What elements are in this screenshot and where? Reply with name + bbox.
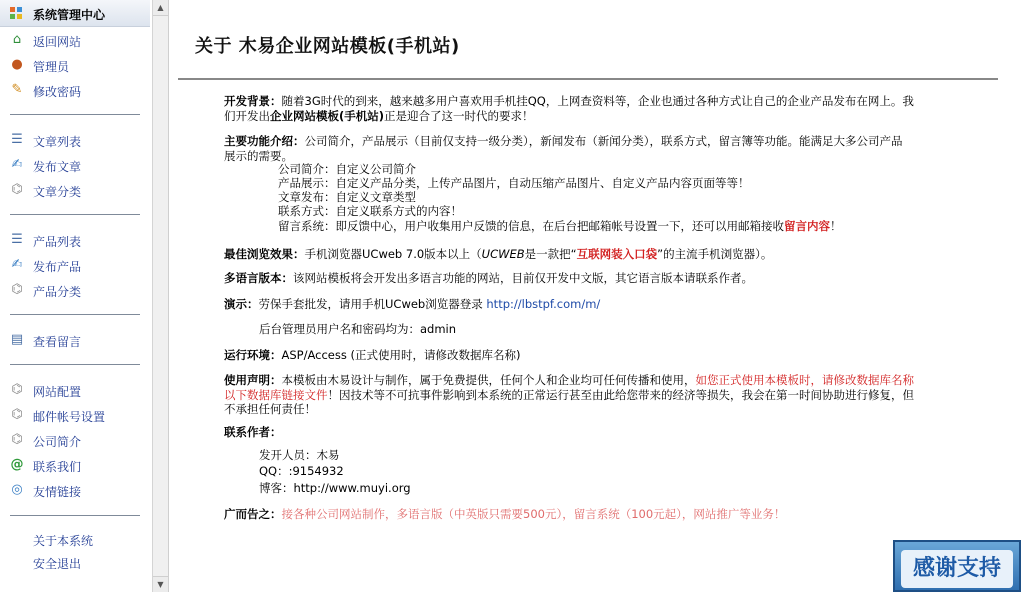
bg-line2-pre: 们开发出	[224, 108, 270, 123]
section-label: 多语言版本：	[224, 271, 293, 285]
usage-pre: 本模板由木易设计与制作，属于免费提供，任何个人和企业均可任何传播和使用，	[281, 373, 696, 387]
sidebar-item-label[interactable]: 文章分类	[33, 185, 82, 199]
features-line1: 公司简介，产品展示（目前仅支持一级分类），新闻发布（新闻分类），联系方式，留言簿等功能。能满足大多公司产品	[304, 134, 903, 148]
sidebar-item-label[interactable]: 安全退出	[33, 557, 82, 571]
sidebar-item-password[interactable]	[0, 79, 150, 101]
browser-pre: 手机浏览器UCweb 7.0版本以上（	[304, 247, 482, 261]
sidebar-header	[0, 0, 150, 27]
thanks-label[interactable]: 感谢支持	[901, 550, 1013, 588]
usage-statement	[224, 373, 954, 417]
sidebar-item-post-article[interactable]	[0, 154, 150, 176]
sidebar-item-label[interactable]: 发布产品	[33, 260, 82, 274]
sidebar-item-label[interactable]: 发布文章	[33, 160, 82, 174]
sidebar-item-label[interactable]: 友情链接	[33, 485, 82, 499]
feature-item: 文章发布：自定义文章类型	[278, 190, 416, 204]
demo	[224, 297, 954, 312]
sidebar-item-article-list[interactable]	[0, 129, 150, 151]
feature-item-post: ！	[830, 219, 842, 233]
bg-line2-post: 正是迎合了这一时代的要求！	[384, 108, 534, 123]
section-label: 开发背景：	[224, 94, 282, 108]
company-icon: ⌬	[11, 432, 23, 447]
section-label: 运行环境：	[224, 348, 282, 362]
sidebar-item-label[interactable]: 产品分类	[33, 285, 82, 299]
sidebar-divider	[10, 114, 140, 115]
bg-line1: 随着3G时代的到来，越来越多用户喜欢用手机挂QQ，上网查资料等，企业也通过各种方式让自己的企业产品发布在网上。我	[281, 94, 914, 108]
at-icon: @	[10, 457, 24, 472]
sidebar-item-home[interactable]	[0, 29, 150, 51]
sidebar-divider	[10, 314, 140, 315]
sidebar-item-label[interactable]: 产品列表	[33, 235, 82, 249]
sidebar-item-company-profile[interactable]	[0, 429, 150, 451]
lang-text: 该网站模板将会开发出多语言功能的网站，目前仅开发中文版，其它语言版本请联系作者。	[293, 271, 753, 285]
section-label: 使用声明：	[224, 373, 282, 387]
sidebar-item-label[interactable]: 网站配置	[33, 385, 82, 399]
sidebar-item-product-category[interactable]	[0, 279, 150, 301]
sidebar-divider	[10, 214, 140, 215]
list-icon: ☰	[11, 132, 23, 147]
contact-author	[224, 425, 954, 440]
dev-background	[224, 94, 954, 123]
page-title: 关于 木易企业网站模板(手机站)	[195, 36, 460, 57]
demo-text: 劳保手套批发，请用手机UCweb浏览器登录	[258, 297, 487, 311]
ads-text: 接各种公司网站制作，多语言版（中英版只需要500元），留言系统（100元起），网站推广等业务！	[281, 507, 786, 521]
sidebar-item-label[interactable]: 文章列表	[33, 135, 82, 149]
key-icon: ✎	[11, 82, 23, 97]
usage-post2: ！因技术等不可抗事件影响到本系统的正常运行甚至由此给您带来的经济等损失，我会在第一时间协助进行修复，但	[327, 387, 914, 402]
best-browser	[224, 247, 954, 262]
author-qq: QQ：:9154932	[259, 464, 344, 478]
sidebar-item-mail-settings[interactable]	[0, 404, 150, 426]
multi-language	[224, 271, 954, 286]
sidebar-item-product-list[interactable]	[0, 229, 150, 251]
usage-line3: 不承担任何责任！	[224, 402, 316, 416]
author-blog: 博客：http://www.muyi.org	[259, 481, 411, 495]
user-icon: ●	[11, 57, 23, 72]
feature-item: 联系方式：自定义联系方式的内容！	[278, 204, 462, 218]
feature-item-red: 留言内容	[784, 219, 830, 233]
sidebar-title: 系统管理中心	[33, 8, 106, 22]
section-label: 演示：	[224, 297, 259, 311]
feature-item: 公司简介：自定义公司简介	[278, 162, 416, 176]
sidebar-item-admin[interactable]	[0, 54, 150, 76]
feature-item-pre: 留言系统：即反馈中心，用户收集用户反馈的信息，在后台把邮箱帐号设置一下，还可以用邮箱接收	[278, 219, 784, 233]
message-icon: ▤	[10, 332, 24, 347]
title-divider	[178, 78, 998, 80]
author-dev: 发开人员：木易	[259, 448, 340, 462]
grid-icon	[10, 7, 22, 19]
usage-red1: 如您正式使用本模板时，请修改数据库名称	[695, 373, 914, 387]
sidebar-divider	[10, 364, 140, 365]
scroll-down-icon[interactable]: ▼	[153, 576, 168, 592]
browser-post: ”的主流手机浏览器）。	[657, 247, 773, 261]
bg-line2-bold: 企业网站模板(手机站)	[270, 108, 385, 123]
scrollbar[interactable]	[152, 0, 169, 592]
category-icon: ⌬	[11, 182, 23, 197]
sidebar-item-label[interactable]: 返回网站	[33, 35, 82, 49]
section-label: 广而告之：	[224, 507, 282, 521]
feature-item	[278, 219, 842, 234]
demo-admin: 后台管理员用户名和密码均为：admin	[259, 322, 457, 336]
edit-icon: ✍	[11, 257, 23, 272]
sidebar-item-about[interactable]	[0, 528, 150, 550]
sidebar-item-label[interactable]: 公司简介	[33, 435, 82, 449]
sidebar-item-contact[interactable]	[0, 454, 150, 476]
usage-red2: 以下数据库链接文件	[224, 387, 328, 402]
sidebar-item-label[interactable]: 管理员	[33, 60, 70, 74]
sidebar-item-logout[interactable]	[0, 551, 150, 573]
sidebar-item-label[interactable]: 修改密码	[33, 85, 82, 99]
runtime-env	[224, 348, 954, 363]
sidebar	[0, 0, 150, 592]
scroll-up-icon[interactable]: ▲	[153, 0, 168, 16]
sidebar-item-site-config[interactable]	[0, 379, 150, 401]
sidebar-item-links[interactable]	[0, 479, 150, 501]
feature-item: 产品展示：自定义产品分类，上传产品图片，自动压缩产品图片、自定义产品内容页面等等！	[278, 176, 750, 190]
section-label: 主要功能介绍：	[224, 134, 305, 148]
category-icon: ⌬	[11, 282, 23, 297]
home-icon: ⌂	[12, 32, 22, 47]
sidebar-item-label[interactable]: 联系我们	[33, 460, 82, 474]
sidebar-item-post-product[interactable]	[0, 254, 150, 276]
advertisement	[224, 507, 954, 522]
sidebar-item-label[interactable]: 邮件帐号设置	[33, 410, 106, 424]
sidebar-divider	[10, 515, 140, 516]
browser-italic: UCWEB	[481, 247, 525, 261]
sidebar-item-article-category[interactable]	[0, 179, 150, 201]
mail-icon: ⌬	[11, 407, 23, 422]
browser-mid: 是一款把“	[524, 247, 577, 261]
edit-icon: ✍	[11, 157, 23, 172]
config-icon: ⌬	[11, 382, 23, 397]
sidebar-item-label[interactable]: 查看留言	[33, 335, 82, 349]
env-text: ASP/Access (正式使用时，请修改数据库名称)	[281, 348, 521, 362]
list-icon: ☰	[11, 232, 23, 247]
demo-link[interactable]: http://lbstpf.com/m/	[486, 297, 601, 311]
browser-red: 互联网装入口袋	[576, 247, 658, 261]
main-content	[168, 0, 1024, 592]
section-label: 联系作者：	[224, 425, 282, 439]
features-line2: 展示的需要。	[224, 148, 293, 163]
features	[224, 134, 954, 163]
sidebar-item-label[interactable]: 关于本系统	[33, 534, 94, 548]
thanks-badge[interactable]	[893, 540, 1021, 592]
sidebar-item-messages[interactable]	[0, 329, 150, 351]
link-icon: ◎	[11, 482, 23, 497]
section-label: 最佳浏览效果：	[224, 247, 305, 261]
